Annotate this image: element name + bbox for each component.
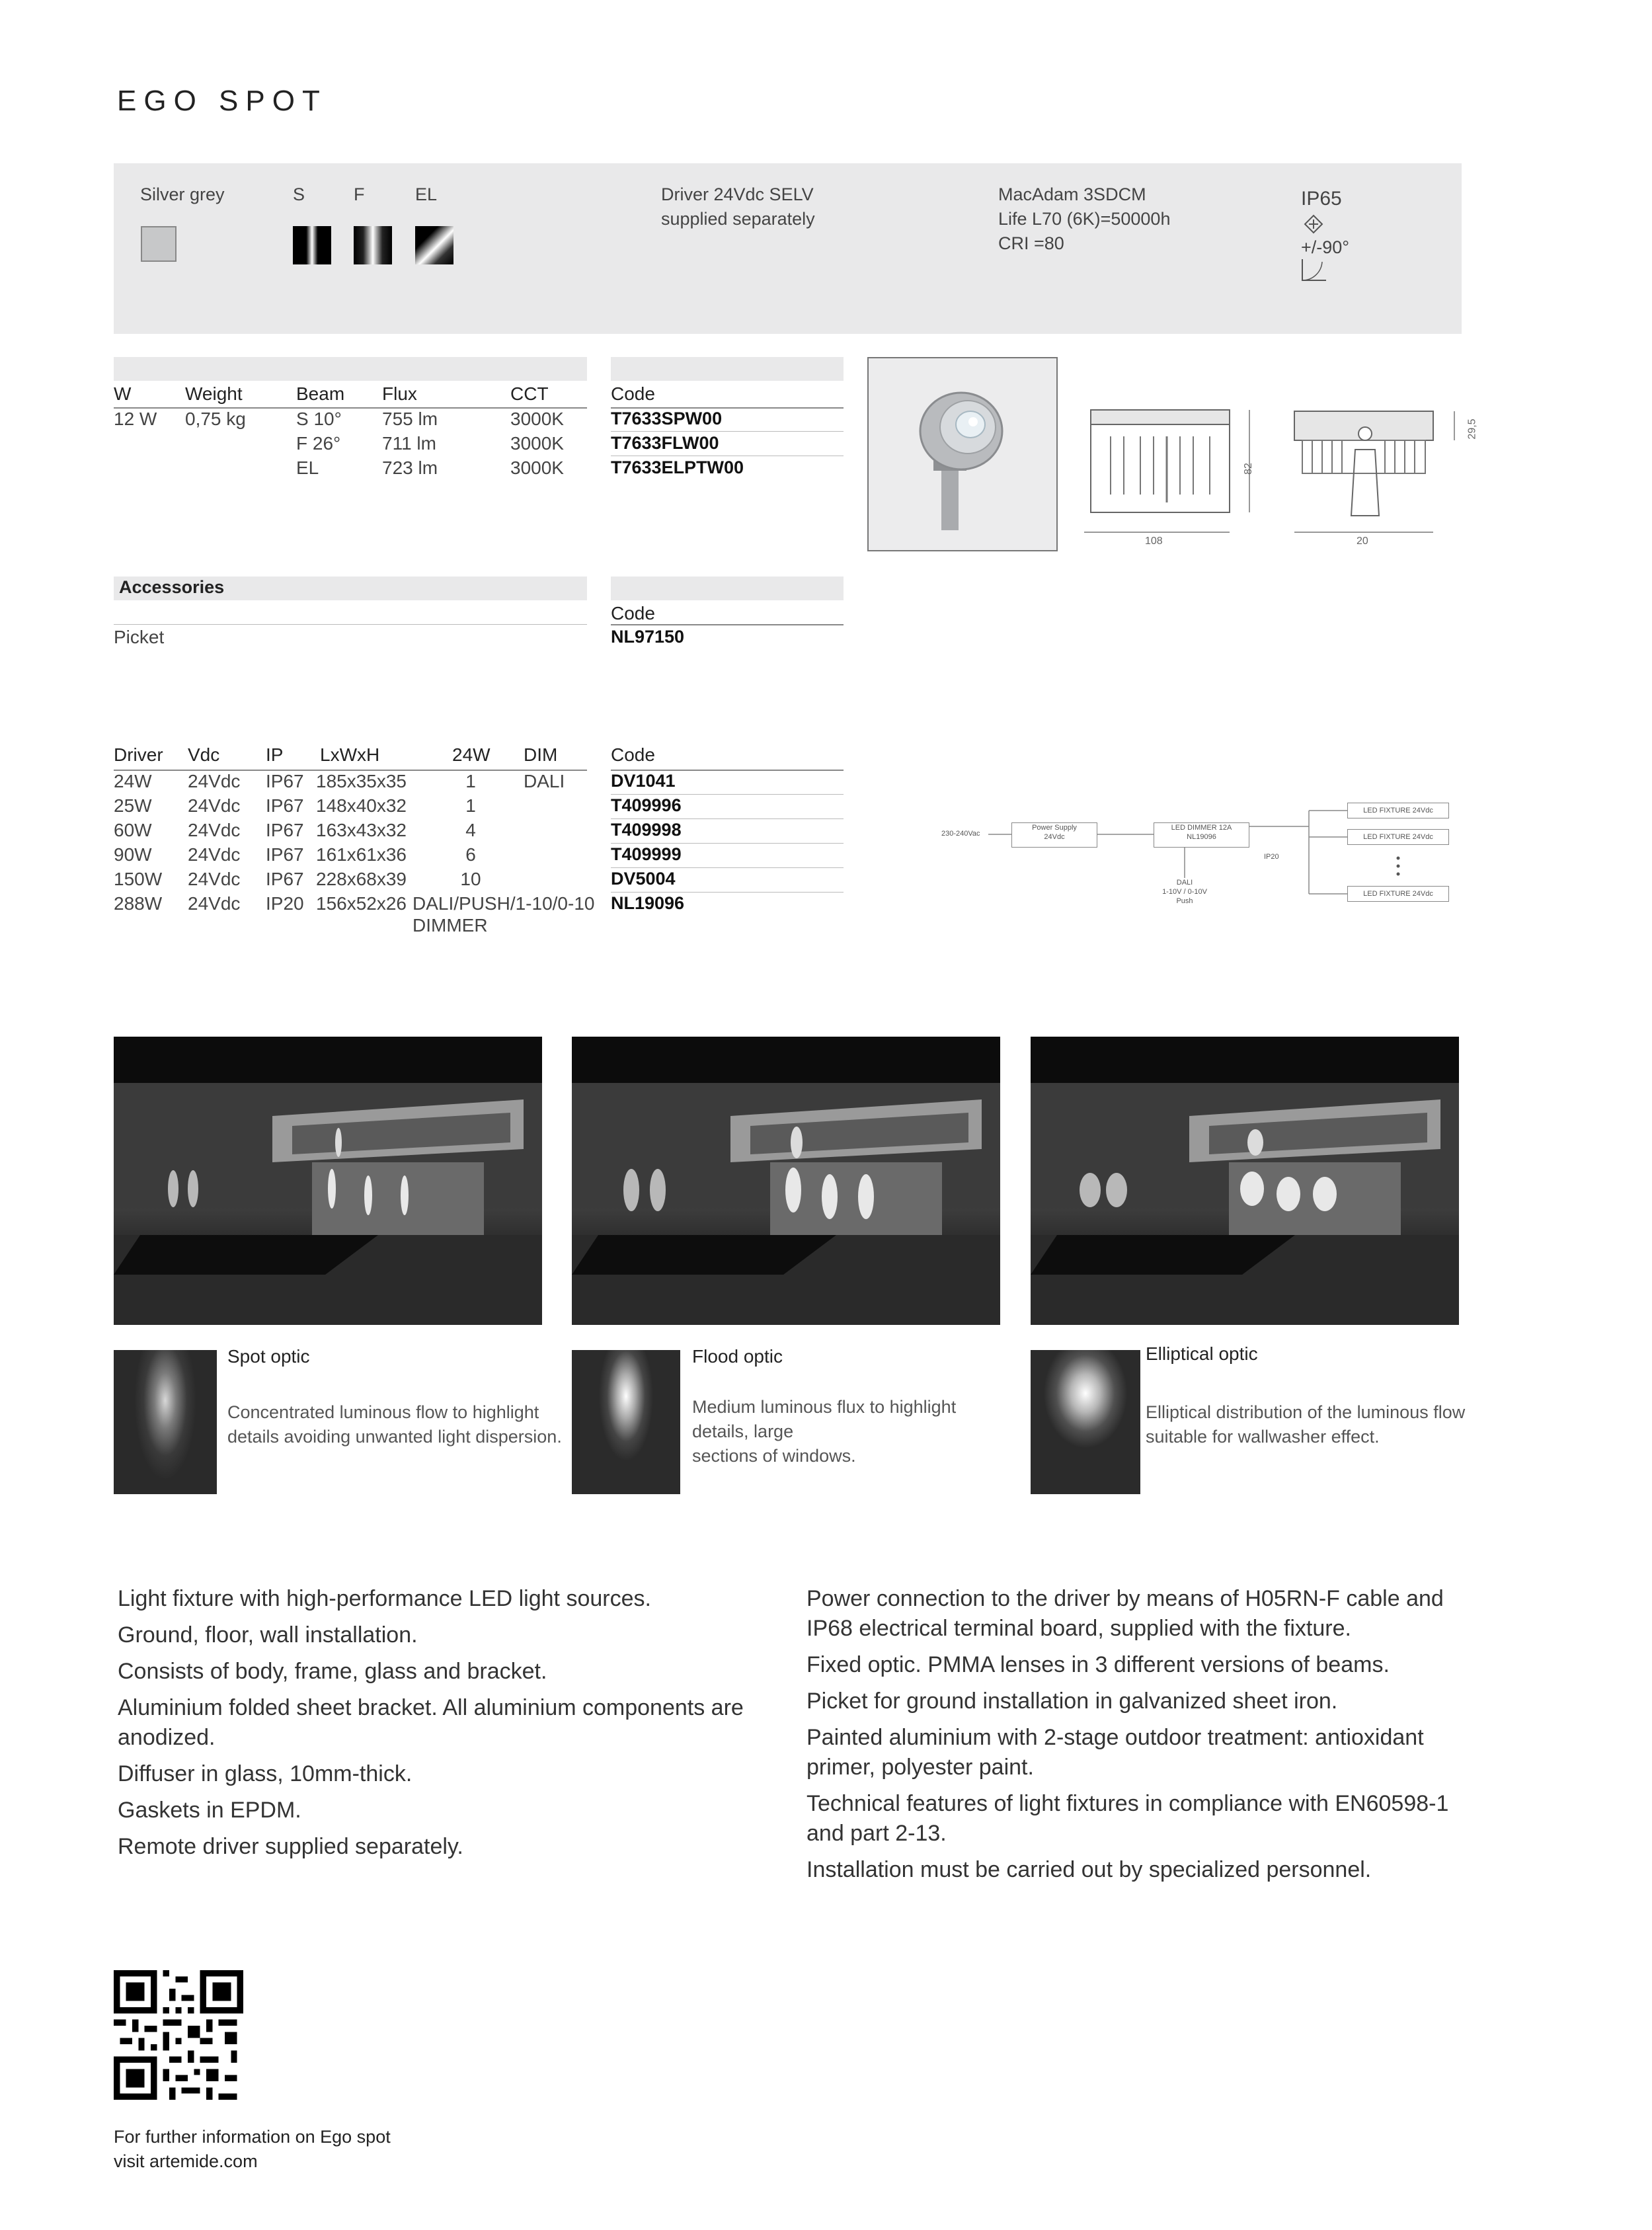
table-row: 10 [460, 869, 481, 889]
description-item: Consists of body, frame, glass and bracket. [118, 1659, 547, 1684]
spec-line-2: Life L70 (6K)=50000h [998, 209, 1171, 229]
description-item: Remote driver supplied separately. [118, 1834, 463, 1859]
col-driver: Driver [114, 744, 163, 765]
accessories-title: Accessories [119, 577, 225, 597]
table-row: 288W [114, 893, 163, 914]
wiring-ip: IP20 [1264, 853, 1279, 861]
spot-beam-icon [293, 226, 331, 264]
ip-rating: IP65 [1301, 188, 1342, 210]
accessories-code-header: Code [611, 603, 655, 623]
dimmer-line-2: NL19096 [1187, 833, 1216, 841]
spot-scene-photo [114, 1037, 542, 1325]
dimmer-box [1154, 822, 1249, 848]
spec-line-3: CRI =80 [998, 233, 1064, 253]
table-row: 711 lm [382, 433, 436, 454]
flood-beam-icon [354, 226, 392, 264]
driver-code: T409996 [611, 795, 682, 815]
table-row: 24Vdc [188, 893, 241, 914]
table-row: F 26° [296, 433, 341, 454]
table-row: IP20 [266, 893, 304, 914]
fixture-box-1: LED FIXTURE 24Vdc [1347, 803, 1449, 818]
wiring-diagram [925, 793, 1494, 926]
driver-code: DV5004 [611, 869, 676, 889]
table-row: 3000K [510, 433, 564, 454]
rotation-label: +/-90° [1301, 237, 1350, 257]
description-left [118, 1584, 779, 1868]
control-line-1: DALI [1176, 879, 1193, 887]
table-row: 3000K [510, 409, 564, 429]
ip-symbol-icon [1304, 214, 1323, 234]
spec-line-1: MacAdam 3SDCM [998, 184, 1146, 204]
wiring-input: 230-240Vac [941, 830, 980, 838]
driver-code: NL19096 [611, 893, 685, 913]
table-row: DALI [524, 771, 565, 791]
footer-text [114, 2125, 391, 2174]
optic-name-flood: Flood optic [692, 1346, 783, 1367]
power-supply-box [1011, 822, 1097, 848]
control-line-2: 1-10V / 0-10V [1162, 888, 1207, 896]
dim-depth: 20 [1357, 536, 1368, 547]
optic-name-spot: Spot optic [227, 1346, 310, 1367]
table-row: 60W [114, 820, 152, 840]
table-row: 90W [114, 844, 152, 865]
table-row: IP67 [266, 844, 304, 865]
silver-grey-swatch [141, 226, 177, 262]
table-row: 24W [114, 771, 152, 791]
optic-desc-elliptical [1146, 1400, 1465, 1449]
row-divider [611, 867, 844, 868]
table-row: 161x61x36 [316, 844, 407, 865]
table-row: IP67 [266, 869, 304, 889]
table-row: IP67 [266, 820, 304, 840]
optic-desc-line: details avoiding unwanted light dispersion. [227, 1427, 562, 1447]
description-item: Power connection to the driver by means of H05RN-F cable and IP68 electrical terminal board, supplied with the fixture. [806, 1586, 1444, 1641]
table-row: 6 [465, 844, 476, 865]
description-item: Ground, floor, wall installation. [118, 1622, 418, 1648]
house-scene [1031, 1037, 1459, 1325]
product-photo [867, 357, 1058, 551]
product-code: T7633FLW00 [611, 433, 719, 453]
psu-line-2: 24Vdc [1044, 833, 1065, 841]
accessory-item: Picket [114, 627, 165, 647]
optic-desc-line: Medium luminous flux to highlight [692, 1397, 957, 1417]
table-row: 3000K [510, 458, 564, 478]
table-row: 185x35x35 [316, 771, 407, 791]
table-row: IP67 [266, 795, 304, 816]
accessory-code: NL97150 [611, 627, 685, 647]
row-divider [611, 794, 844, 795]
col-beam: Beam [296, 383, 345, 404]
code-header-bar [611, 357, 844, 381]
dimmer-line-1: LED DIMMER 12A [1171, 824, 1232, 832]
driver-line-1: Driver 24Vdc SELV [661, 184, 814, 204]
table-row: 228x68x39 [316, 869, 407, 889]
fixture-box-3: LED FIXTURE 24Vdc [1347, 886, 1449, 902]
weight-value: 0,75 kg [185, 409, 246, 429]
table-row: 723 lm [382, 458, 438, 478]
table-row: 156x52x26 [316, 893, 407, 914]
product-table-header-bar [114, 357, 587, 381]
psu-line-1: Power Supply [1032, 824, 1077, 832]
optic-desc-line: Elliptical distribution of the luminous flow [1146, 1402, 1466, 1422]
table-row: IP67 [266, 771, 304, 791]
fixture-box-2: LED FIXTURE 24Vdc [1347, 829, 1449, 845]
optic-desc-line: suitable for wallwasher effect. [1146, 1427, 1380, 1447]
table-row: 150W [114, 869, 163, 889]
elliptical-optic-thumbnail [1031, 1350, 1140, 1494]
col-w: W [114, 383, 132, 404]
house-scene [572, 1037, 1000, 1325]
description-right [806, 1584, 1474, 1892]
beam-label-f: F [354, 184, 365, 204]
optic-desc-line: Concentrated luminous flow to highlight [227, 1402, 539, 1422]
dim-width: 108 [1145, 536, 1163, 547]
footer-line-2[interactable]: visit artemide.com [114, 2151, 258, 2171]
col-weight: Weight [185, 383, 243, 404]
accessories-code-bar [611, 577, 844, 600]
table-row: 24Vdc [188, 771, 241, 791]
description-item: Painted aluminium with 2-stage outdoor treatment: antioxidant primer, polyester paint. [806, 1725, 1424, 1780]
table-row: DALI/PUSH/1-10/0-10 [413, 893, 595, 914]
optic-desc-line: details, large [692, 1421, 794, 1441]
col-24w: 24W [452, 744, 491, 765]
driver-code: T409998 [611, 820, 682, 840]
table-row: EL [296, 458, 319, 478]
col-ip: IP [266, 744, 284, 765]
table-row: 25W [114, 795, 152, 816]
qr-code[interactable] [114, 1970, 243, 2100]
row-divider [611, 892, 844, 893]
accessories-code-rule [611, 624, 844, 625]
table-row: 1 [465, 795, 476, 816]
table-row: 1 [465, 771, 476, 791]
table-row: 4 [465, 820, 476, 840]
table-row: 163x43x32 [316, 820, 407, 840]
dim-extra-label: DIMMER [413, 915, 488, 936]
col-dim: DIM [524, 744, 558, 765]
description-item: Diffuser in glass, 10mm-thick. [118, 1761, 413, 1786]
power-value: 12 W [114, 409, 157, 429]
beam-label-s: S [293, 184, 305, 204]
elliptical-beam-icon [415, 226, 453, 264]
table-row: 148x40x32 [316, 795, 407, 816]
row-divider [611, 818, 844, 819]
col-code: Code [611, 383, 655, 404]
row-divider [611, 843, 844, 844]
col-driver-code: Code [611, 744, 655, 765]
description-item: Gaskets in EPDM. [118, 1798, 301, 1823]
col-vdc: Vdc [188, 744, 220, 765]
description-item: Installation must be carried out by specialized personnel. [806, 1857, 1372, 1882]
rotation-angle-icon [1301, 258, 1327, 282]
beam-label-el: EL [415, 184, 438, 204]
table-row: 24Vdc [188, 869, 241, 889]
flood-optic-thumbnail [572, 1350, 680, 1494]
table-row: 24Vdc [188, 795, 241, 816]
dim-height: 82 [1242, 463, 1254, 475]
control-label [1144, 878, 1226, 906]
description-item: Technical features of light fixtures in compliance with EN60598-1 and part 2-13. [806, 1791, 1449, 1846]
col-cct: CCT [510, 383, 549, 404]
driver-line-2: supplied separately [661, 209, 815, 229]
col-size: LxWxH [320, 744, 380, 765]
table-row: 24Vdc [188, 820, 241, 840]
spot-optic-thumbnail [114, 1350, 217, 1494]
optic-name-elliptical: Elliptical optic [1146, 1343, 1258, 1364]
spec-info [998, 182, 1170, 256]
description-item: Fixed optic. PMMA lenses in 3 different versions of beams. [806, 1652, 1390, 1677]
driver-code: DV1041 [611, 771, 676, 791]
table-row: S 10° [296, 409, 342, 429]
driver-code: T409999 [611, 844, 682, 864]
optic-desc-spot [227, 1400, 562, 1449]
optic-desc-flood [692, 1395, 956, 1468]
product-code: T7633ELPTW00 [611, 458, 744, 477]
col-flux: Flux [382, 383, 417, 404]
control-line-3: Push [1176, 897, 1193, 905]
row-divider [611, 431, 844, 432]
description-item: Aluminium folded sheet bracket. All aluminium components are anodized. [118, 1695, 744, 1750]
page-title: EGO SPOT [117, 85, 327, 117]
elliptical-scene-photo [1031, 1037, 1459, 1325]
table-row: 24Vdc [188, 844, 241, 865]
house-scene [114, 1037, 542, 1325]
dim-side: 29,5 [1466, 418, 1478, 440]
product-code: T7633SPW00 [611, 409, 723, 428]
ego-spot-fixture-image [869, 358, 1056, 550]
flood-scene-photo [572, 1037, 1000, 1325]
footer-line-1: For further information on Ego spot [114, 2127, 391, 2147]
finish-label: Silver grey [140, 184, 225, 204]
dimension-drawings [1084, 397, 1494, 555]
optic-desc-line: sections of windows. [692, 1446, 856, 1466]
description-item: Light fixture with high-performance LED light sources. [118, 1586, 651, 1611]
table-row: 755 lm [382, 409, 438, 429]
accessories-rule [114, 624, 587, 625]
driver-info [661, 182, 815, 231]
description-item: Picket for ground installation in galvanized sheet iron. [806, 1689, 1338, 1714]
